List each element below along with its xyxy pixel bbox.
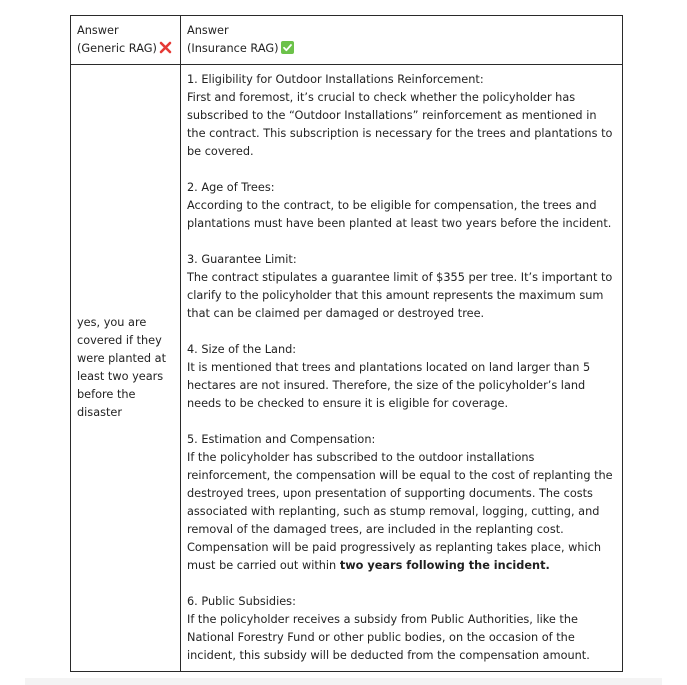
section-public-subsidies — [187, 593, 616, 665]
green-check-icon — [281, 41, 294, 54]
header-insurance-rag — [181, 16, 623, 65]
header-insurance-line1: Answer — [187, 24, 229, 37]
section-body: It is mentioned that trees and plantations located on land larger than 5 hectares are not insured. Therefore, the size of the policyholder’s land needs to be checked to ensure it is eligible for coverage. — [187, 361, 591, 410]
header-generic-line2: (Generic RAG) — [77, 42, 157, 55]
section-size-of-land — [187, 341, 616, 413]
generic-answer-line: least two years — [77, 370, 164, 383]
comparison-table — [70, 15, 623, 672]
section-title: 3. Guarantee Limit: — [187, 253, 297, 266]
section-age-of-trees — [187, 179, 616, 233]
header-row — [71, 16, 623, 65]
section-body: If the policyholder has subscribed to the outdoor installations reinforcement, the compensation will be equal to the cost of replanting the destroyed trees, upon presentation of supporting documents. The costs associated with replanting, such as stump removal, logging, cutting, and removal of the damaged trees, are included in the replanting cost. Compensation will be paid progressively as replanting takes place, which must be carried out within — [187, 451, 613, 572]
section-guarantee-limit — [187, 251, 616, 323]
section-title: 1. Eligibility for Outdoor Installations Reinforcement: — [187, 73, 484, 86]
section-title: 5. Estimation and Compensation: — [187, 433, 376, 446]
bottom-divider — [25, 678, 662, 685]
section-eligibility — [187, 71, 616, 161]
section-title: 2. Age of Trees: — [187, 181, 275, 194]
section-body: According to the contract, to be eligible for compensation, the trees and plantations must have been planted at least two years before the incident. — [187, 199, 612, 230]
section-body: First and foremost, it’s crucial to check whether the policyholder has subscribed to the “Outdoor Installations” reinforcement as mentioned in the contract. This subscription is necessary for the trees and plantations to be covered. — [187, 91, 613, 158]
insurance-answer-cell — [181, 65, 623, 672]
section-body: The contract stipulates a guarantee limit of $355 per tree. It’s important to clarify to the policyholder that this amount represents the maximum sum that can be claimed per damaged or destroyed tree. — [187, 271, 613, 320]
header-generic-line1: Answer — [77, 24, 119, 37]
generic-answer-line: covered if they — [77, 334, 162, 347]
section-title: 4. Size of the Land: — [187, 343, 297, 356]
generic-answer-line: were planted at — [77, 352, 167, 365]
red-x-icon — [159, 41, 172, 54]
section-body: If the policyholder receives a subsidy from Public Authorities, like the National Forestry Fund or other public bodies, on the occasion of the incident, this subsidy will be deducted from the compensation amount. — [187, 613, 590, 662]
answer-row — [71, 65, 623, 672]
header-insurance-line2: (Insurance RAG) — [187, 42, 279, 55]
generic-answer-line: before the — [77, 388, 136, 401]
generic-answer-cell — [71, 65, 181, 672]
generic-answer-line: disaster — [77, 406, 123, 419]
section-emphasis: two years following the incident. — [339, 559, 550, 572]
section-title: 6. Public Subsidies: — [187, 595, 296, 608]
header-generic-rag — [71, 16, 181, 65]
generic-answer-line: yes, you are — [77, 316, 147, 329]
section-estimation — [187, 431, 616, 575]
